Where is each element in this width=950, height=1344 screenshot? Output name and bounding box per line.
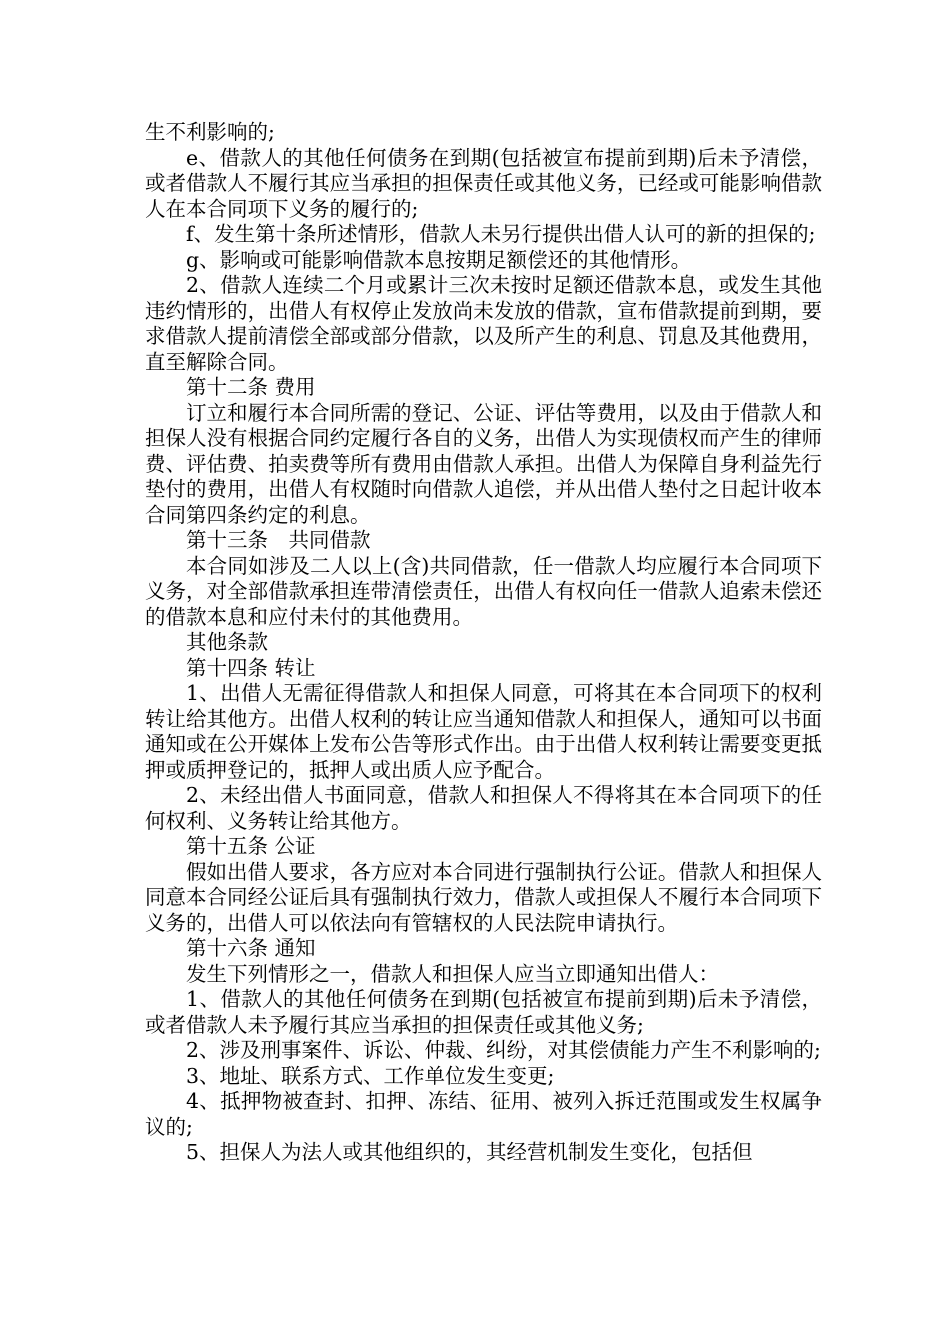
section-heading: 第十六条 通知 xyxy=(186,936,316,960)
paragraph: 假如出借人要求，各方应对本合同进行强制执行公证。借款人和担保人同意本合同经公证后具有强制执行效力，借款人或担保人不履行本合同项下义务的，出借人可以依法向有管辖权的人民法院申请执行。 xyxy=(145,859,822,935)
paragraph: 本合同如涉及二人以上(含)共同借款，任一借款人均应履行本合同项下义务，对全部借款承担连带清偿责任，出借人有权向任一借款人追索未偿还的借款本息和应付未付的其他费用。 xyxy=(145,553,822,629)
section-heading: 第十五条 公证 xyxy=(186,834,316,858)
paragraph: 发生下列情形之一，借款人和担保人应当立即通知出借人： xyxy=(186,961,719,986)
paragraph: 1、借款人的其他任何债务在到期(包括被宣布提前到期)后未予清偿，或者借款人未予履行其应当承担的担保责任或其他义务; xyxy=(145,987,822,1037)
section-heading: 第十四条 转让 xyxy=(186,655,316,680)
paragraph: 2、借款人连续二个月或累计三次未按时足额还借款本息，或发生其他违约情形的，出借人有权停止发放尚未发放的借款，宣布借款提前到期，要求借款人提前清偿全部或部分借款，以及所产生的利息、罚息及其他费用，直至解除合同。 xyxy=(145,273,822,374)
paragraph: 5、担保人为法人或其他组织的，其经营机制发生变化，包括但 xyxy=(186,1140,753,1164)
paragraph: 订立和履行本合同所需的登记、公证、评估等费用，以及由于借款人和担保人没有根据合同约定履行各自的义务，出借人为实现债权而产生的律师费、评估费、拍卖费等所有费用由借款人承担。出借人为保障自身利益先行垫付的费用，出借人有权随时向借款人追偿，并从出借人垫付之日起计收本合同第四条约定的利息。 xyxy=(145,400,822,527)
paragraph: 3、地址、联系方式、工作单位发生变更; xyxy=(186,1063,555,1088)
paragraph: 1、出借人无需征得借款人和担保人同意，可将其在本合同项下的权利转让给其他方。出借人权利的转让应当通知借款人和担保人，通知可以书面通知或在公开媒体上发布公告等形式作出。由于出借人权利转让需要变更抵押或质押登记的，抵押人或出质人应予配合。 xyxy=(145,681,822,782)
paragraph: e、借款人的其他任何债务在到期(包括被宣布提前到期)后未予清偿，或者借款人不履行其应当承担的担保责任或其他义务，已经或可能影响借款人在本合同项下义务的履行的; xyxy=(145,145,822,221)
paragraph: f、发生第十条所述情形，借款人未另行提供出借人认可的新的担保的; xyxy=(186,222,816,246)
section-heading: 第十三条 共同借款 xyxy=(186,528,371,552)
section-heading: 第十二条 费用 xyxy=(186,375,316,399)
section-heading: 其他条款 xyxy=(186,630,268,654)
paragraph: g、影响或可能影响借款本息按期足额偿还的其他情形。 xyxy=(186,247,692,272)
document-body xyxy=(145,120,822,1166)
paragraph: 2、未经出借人书面同意，借款人和担保人不得将其在本合同项下的任何权利、义务转让给其他方。 xyxy=(145,783,822,833)
paragraph: 2、涉及刑事案件、诉讼、仲裁、纠纷，对其偿债能力产生不利影响的; xyxy=(186,1038,821,1062)
paragraph: 生不利影响的; xyxy=(145,120,275,144)
paragraph: 4、抵押物被查封、扣押、冻结、征用、被列入拆迁范围或发生权属争议的; xyxy=(145,1089,822,1139)
